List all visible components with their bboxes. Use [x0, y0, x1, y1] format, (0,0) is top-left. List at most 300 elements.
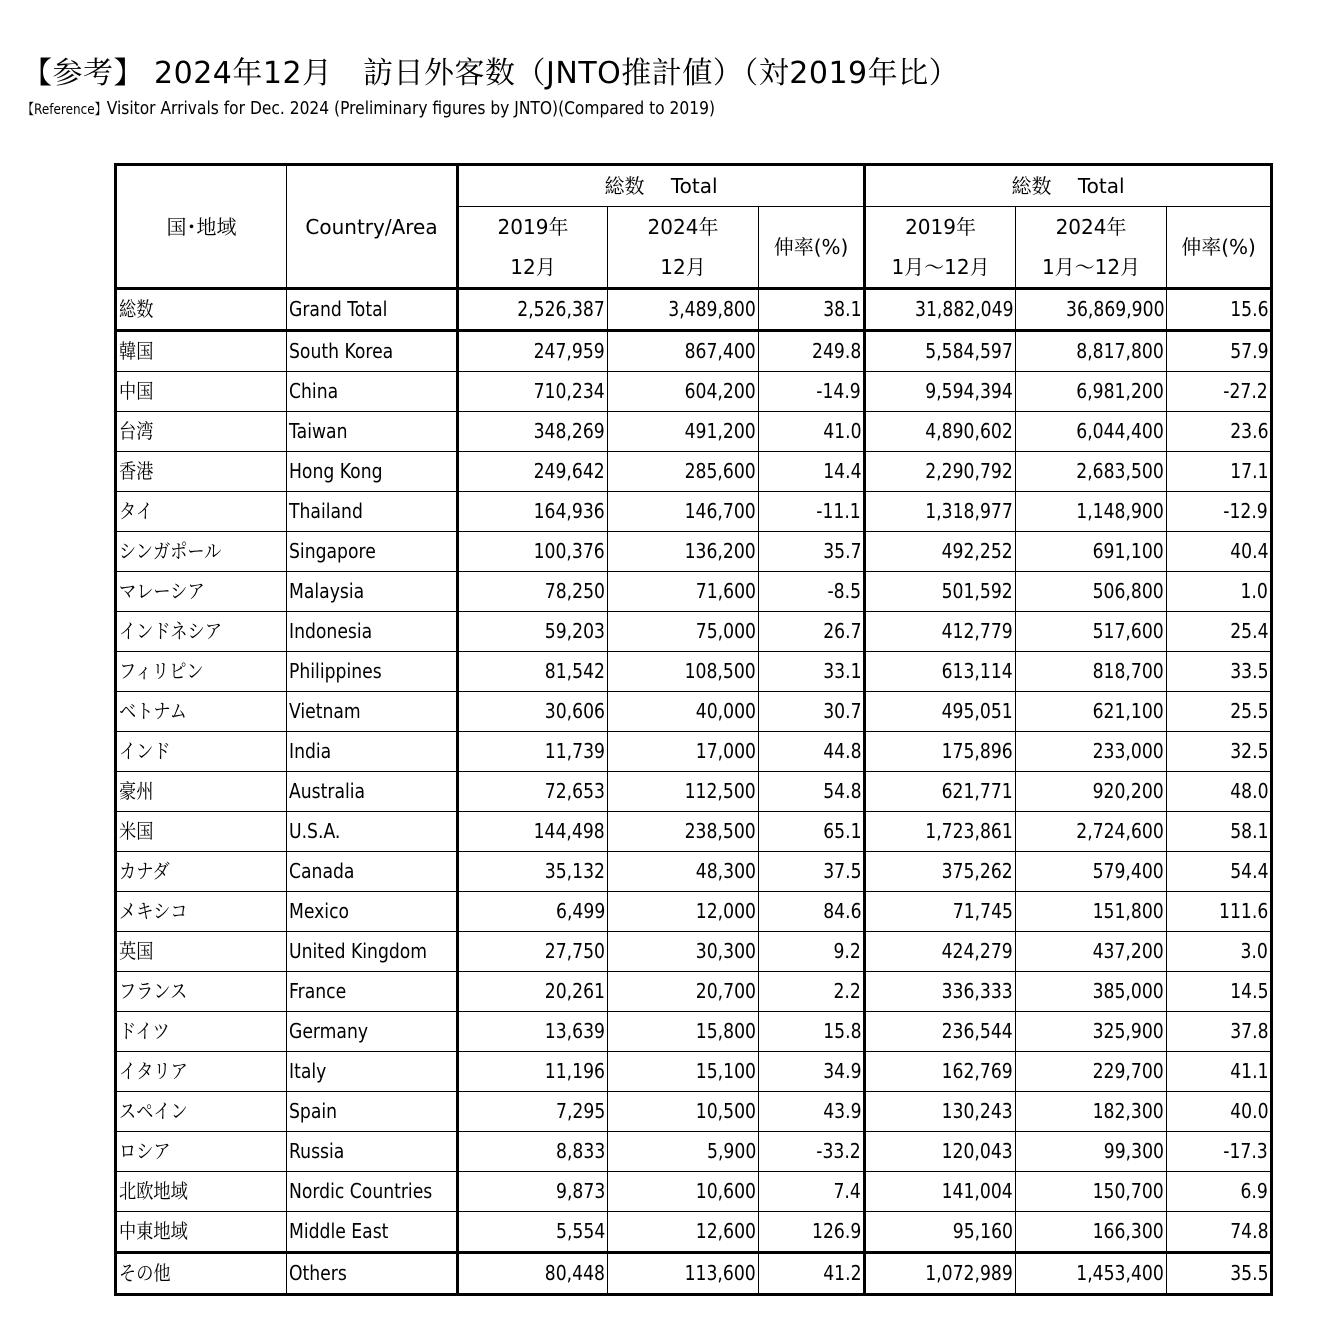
cell-region-en-text: Australia: [289, 779, 366, 803]
cell-year-2024: [1016, 612, 1167, 652]
cell-year-2019: [865, 452, 1016, 492]
cell-dec-2019-text: 78,250: [544, 579, 605, 603]
cell-dec-2024: [608, 732, 759, 772]
cell-growth-year: [1167, 932, 1272, 972]
cell-dec-2024-text: 15,100: [695, 1059, 756, 1083]
cell-dec-2024-text: 146,700: [684, 499, 756, 523]
cell-growth-year-text: 32.5: [1229, 739, 1269, 763]
cell-dec-2024: [608, 492, 759, 532]
cell-dec-2024: [608, 1052, 759, 1092]
cell-region-jp-text: 韓国: [119, 339, 154, 363]
cell-growth-year-text: 14.5: [1229, 979, 1269, 1003]
cell-dec-2019: [458, 732, 608, 772]
cell-dec-2019: [458, 1012, 608, 1052]
cell-growth-month: [759, 652, 865, 692]
cell-growth-year-text: 25.4: [1229, 619, 1269, 643]
cell-region-en: [287, 572, 458, 612]
cell-region-jp: [116, 732, 287, 772]
cell-region-jp-text: 北欧地域: [119, 1179, 188, 1203]
cell-dec-2024-text: 48,300: [695, 859, 756, 883]
table-row: [116, 572, 1272, 612]
cell-dec-2024: [608, 1172, 759, 1212]
cell-dec-2019: [458, 1052, 608, 1092]
cell-region-jp: [116, 652, 287, 692]
table-row: [116, 1212, 1272, 1253]
cell-dec-2024-text: 112,500: [684, 779, 756, 803]
cell-region-jp-text: ベトナム: [119, 699, 187, 723]
cell-region-en: [287, 1052, 458, 1092]
cell-year-2019-text: 2,290,792: [925, 459, 1014, 483]
cell-region-jp: [116, 452, 287, 492]
cell-year-2019-text: 495,051: [941, 699, 1014, 723]
cell-growth-month-text: 37.5: [822, 859, 862, 883]
cell-growth-month-text: 33.1: [822, 659, 862, 683]
table-row: [116, 972, 1272, 1012]
cell-region-jp: [116, 1253, 287, 1295]
cell-region-jp: [116, 492, 287, 532]
cell-region-en-text: Malaysia: [289, 579, 365, 603]
cell-growth-month: [759, 532, 865, 572]
cell-growth-year: [1167, 572, 1272, 612]
cell-year-2019-text: 120,043: [941, 1139, 1014, 1163]
cell-year-2024: [1016, 532, 1167, 572]
table-row: [116, 532, 1272, 572]
cell-dec-2024: [608, 692, 759, 732]
cell-growth-month-text: 14.4: [822, 459, 862, 483]
cell-year-2024: [1016, 452, 1167, 492]
cell-year-2024-text: 691,100: [1092, 539, 1165, 563]
cell-region-en: [287, 612, 458, 652]
cell-region-jp-text: 台湾: [119, 419, 154, 443]
cell-region-jp: [116, 331, 287, 372]
cell-year-2024: [1016, 852, 1167, 892]
table-row: [116, 692, 1272, 732]
cell-region-en-text: U.S.A.: [289, 819, 341, 843]
cell-dec-2024: [608, 1212, 759, 1253]
cell-growth-month-text: 38.1: [822, 297, 862, 321]
cell-growth-year-text: -17.3: [1223, 1139, 1269, 1163]
cell-year-2024: [1016, 652, 1167, 692]
cell-growth-month: [759, 1052, 865, 1092]
cell-growth-year-text: 48.0: [1229, 779, 1269, 803]
cell-dec-2019-text: 9,873: [555, 1179, 605, 1203]
cell-region-en-text: Italy: [289, 1059, 327, 1083]
cell-region-jp: [116, 1092, 287, 1132]
cell-dec-2019: [458, 572, 608, 612]
table-row: [116, 852, 1272, 892]
cell-year-2024-text: 2,683,500: [1076, 459, 1165, 483]
cell-region-jp-text: インドネシア: [119, 619, 223, 643]
cell-year-2019-text: 375,262: [941, 859, 1014, 883]
header-year-2019-year: 2019年: [905, 215, 976, 239]
header-year-2019-range: 1月～12月: [891, 255, 990, 279]
cell-dec-2019-text: 30,606: [544, 699, 605, 723]
cell-region-jp: [116, 572, 287, 612]
cell-growth-year: [1167, 492, 1272, 532]
cell-region-en: [287, 892, 458, 932]
cell-growth-month-text: 41.2: [822, 1261, 862, 1285]
cell-growth-month: [759, 1172, 865, 1212]
cell-dec-2019-text: 59,203: [544, 619, 605, 643]
cell-region-jp-text: インド: [119, 739, 171, 763]
cell-year-2024: [1016, 1253, 1167, 1295]
cell-region-en-text: Germany: [289, 1019, 369, 1043]
cell-year-2024-text: 2,724,600: [1076, 819, 1165, 843]
table-row: [116, 732, 1272, 772]
header-dec-2019: [458, 207, 608, 289]
table-row: [116, 1132, 1272, 1172]
cell-region-jp-text: 中東地域: [119, 1219, 188, 1243]
cell-year-2019-text: 175,896: [941, 739, 1014, 763]
cell-dec-2024: [608, 289, 759, 331]
cell-year-2019-text: 9,594,394: [925, 379, 1014, 403]
cell-growth-month: [759, 289, 865, 331]
cell-growth-month-text: 7.4: [833, 1179, 862, 1203]
cell-dec-2024: [608, 932, 759, 972]
cell-dec-2024-text: 867,400: [684, 339, 756, 363]
cell-growth-month: [759, 452, 865, 492]
cell-growth-year-text: 17.1: [1229, 459, 1269, 483]
cell-year-2019-text: 613,114: [941, 659, 1014, 683]
cell-dec-2024-text: 10,600: [695, 1179, 756, 1203]
cell-growth-month-text: 26.7: [822, 619, 862, 643]
cell-dec-2019: [458, 289, 608, 331]
cell-region-en: [287, 492, 458, 532]
cell-dec-2019: [458, 972, 608, 1012]
cell-growth-year: [1167, 692, 1272, 732]
cell-dec-2019: [458, 932, 608, 972]
cell-year-2024-text: 6,044,400: [1076, 419, 1165, 443]
header-growth-year: 伸率(%): [1167, 207, 1272, 289]
header-year-2019: [865, 207, 1016, 289]
cell-dec-2019: [458, 412, 608, 452]
cell-year-2019: [865, 412, 1016, 452]
subtitle-reference-tag: 【Reference】: [22, 102, 107, 118]
cell-year-2024: [1016, 1212, 1167, 1253]
header-year-2024-range: 1月～12月: [1041, 255, 1141, 279]
cell-dec-2024: [608, 572, 759, 612]
header-region-en: Country/Area: [287, 165, 458, 289]
cell-growth-month-text: 34.9: [822, 1059, 862, 1083]
cell-year-2019-text: 162,769: [941, 1059, 1014, 1083]
cell-dec-2024-text: 12,600: [695, 1219, 756, 1243]
cell-dec-2019: [458, 372, 608, 412]
cell-year-2024: [1016, 331, 1167, 372]
cell-growth-month-text: -14.9: [816, 379, 862, 403]
cell-growth-month: [759, 331, 865, 372]
cell-year-2024: [1016, 1012, 1167, 1052]
cell-year-2024-text: 325,900: [1092, 1019, 1165, 1043]
cell-region-jp: [116, 892, 287, 932]
cell-dec-2019-text: 11,196: [544, 1059, 605, 1083]
cell-region-jp: [116, 612, 287, 652]
cell-dec-2019-text: 80,448: [544, 1261, 605, 1285]
cell-dec-2024-text: 3,489,800: [668, 297, 756, 321]
cell-year-2024: [1016, 972, 1167, 1012]
cell-growth-year-text: 1.0: [1240, 579, 1269, 603]
cell-dec-2024-text: 30,300: [695, 939, 756, 963]
cell-year-2019: [865, 852, 1016, 892]
cell-region-jp-text: イタリア: [119, 1059, 188, 1083]
cell-year-2024-text: 506,800: [1092, 579, 1165, 603]
cell-region-en-text: France: [289, 979, 347, 1003]
cell-year-2019: [865, 1012, 1016, 1052]
cell-growth-year: [1167, 1132, 1272, 1172]
cell-dec-2019-text: 247,959: [533, 339, 605, 363]
cell-region-en: [287, 692, 458, 732]
cell-region-en: [287, 852, 458, 892]
cell-region-jp: [116, 289, 287, 331]
cell-growth-month: [759, 1253, 865, 1295]
cell-year-2024-text: 36,869,900: [1065, 297, 1165, 321]
cell-growth-year-text: -12.9: [1223, 499, 1269, 523]
cell-growth-year: [1167, 892, 1272, 932]
cell-region-en: [287, 972, 458, 1012]
cell-region-jp: [116, 692, 287, 732]
cell-year-2024: [1016, 572, 1167, 612]
cell-growth-year-text: 23.6: [1229, 419, 1269, 443]
cell-year-2019: [865, 652, 1016, 692]
cell-region-jp-text: フィリピン: [119, 659, 204, 683]
cell-dec-2019: [458, 1212, 608, 1253]
cell-growth-month-text: 65.1: [822, 819, 862, 843]
cell-dec-2024-text: 5,900: [706, 1139, 756, 1163]
cell-dec-2019-text: 35,132: [544, 859, 605, 883]
cell-dec-2024-text: 108,500: [684, 659, 756, 683]
cell-region-jp-text: タイ: [119, 499, 154, 523]
cell-dec-2019: [458, 852, 608, 892]
cell-year-2024: [1016, 289, 1167, 331]
cell-year-2019: [865, 532, 1016, 572]
cell-region-jp: [116, 1052, 287, 1092]
cell-dec-2019-text: 27,750: [544, 939, 605, 963]
cell-dec-2019: [458, 1172, 608, 1212]
cell-growth-year: [1167, 812, 1272, 852]
cell-growth-year: [1167, 612, 1272, 652]
cell-region-en-text: Hong Kong: [289, 459, 383, 483]
cell-year-2019: [865, 372, 1016, 412]
table-row: [116, 812, 1272, 852]
cell-growth-month-text: 35.7: [822, 539, 862, 563]
cell-region-jp-text: カナダ: [119, 859, 170, 883]
cell-dec-2019: [458, 452, 608, 492]
cell-region-en-text: Vietnam: [289, 699, 361, 723]
cell-dec-2024: [608, 452, 759, 492]
table-row: [116, 372, 1272, 412]
cell-region-en: [287, 452, 458, 492]
cell-growth-year: [1167, 452, 1272, 492]
cell-year-2019-text: 236,544: [941, 1019, 1014, 1043]
cell-year-2024-text: 99,300: [1103, 1139, 1165, 1163]
cell-dec-2024: [608, 1253, 759, 1295]
cell-dec-2024-text: 10,500: [695, 1099, 756, 1123]
cell-growth-month-text: 2.2: [833, 979, 862, 1003]
cell-growth-year: [1167, 532, 1272, 572]
header-region-jp: 国･地域: [116, 165, 287, 289]
cell-dec-2019-text: 2,526,387: [517, 297, 605, 321]
cell-year-2019-text: 5,584,597: [925, 339, 1014, 363]
cell-growth-month-text: -11.1: [816, 499, 862, 523]
cell-region-en: [287, 1012, 458, 1052]
cell-dec-2019: [458, 1092, 608, 1132]
cell-growth-month: [759, 1132, 865, 1172]
cell-dec-2019: [458, 492, 608, 532]
cell-year-2019-text: 424,279: [941, 939, 1014, 963]
cell-growth-year-text: 3.0: [1240, 939, 1269, 963]
cell-region-jp: [116, 932, 287, 972]
cell-growth-month: [759, 372, 865, 412]
cell-dec-2019-text: 81,542: [544, 659, 605, 683]
cell-growth-year: [1167, 1253, 1272, 1295]
cell-dec-2019-text: 11,739: [544, 739, 605, 763]
cell-dec-2024-text: 238,500: [684, 819, 756, 843]
cell-dec-2024: [608, 972, 759, 1012]
cell-region-en-text: Others: [289, 1261, 347, 1285]
cell-year-2019: [865, 892, 1016, 932]
cell-year-2019-text: 492,252: [941, 539, 1014, 563]
cell-dec-2019: [458, 772, 608, 812]
cell-year-2024-text: 385,000: [1092, 979, 1165, 1003]
cell-growth-month: [759, 412, 865, 452]
cell-growth-month-text: 30.7: [822, 699, 862, 723]
cell-dec-2019: [458, 892, 608, 932]
cell-dec-2019: [458, 331, 608, 372]
cell-region-en-text: Taiwan: [289, 419, 348, 443]
cell-region-en: [287, 289, 458, 331]
cell-year-2019-text: 501,592: [941, 579, 1014, 603]
cell-growth-year: [1167, 412, 1272, 452]
cell-dec-2019: [458, 1253, 608, 1295]
cell-growth-year-text: 111.6: [1218, 899, 1269, 923]
cell-growth-month: [759, 1092, 865, 1132]
cell-growth-month: [759, 692, 865, 732]
cell-region-en: [287, 812, 458, 852]
cell-year-2019: [865, 692, 1016, 732]
cell-year-2024-text: 8,817,800: [1076, 339, 1165, 363]
cell-growth-month-text: 54.8: [822, 779, 862, 803]
cell-dec-2024-text: 113,600: [684, 1261, 756, 1285]
cell-year-2024-text: 1,453,400: [1076, 1261, 1165, 1285]
cell-region-jp: [116, 812, 287, 852]
cell-region-en: [287, 532, 458, 572]
cell-year-2024: [1016, 772, 1167, 812]
cell-region-jp-text: 香港: [119, 459, 154, 483]
cell-region-jp-text: 中国: [119, 379, 154, 403]
cell-year-2024: [1016, 1052, 1167, 1092]
cell-growth-year-text: 74.8: [1229, 1219, 1269, 1243]
cell-growth-year: [1167, 972, 1272, 1012]
cell-region-en-text: Nordic Countries: [289, 1179, 433, 1203]
table-row: [116, 612, 1272, 652]
subtitle-text: Visitor Arrivals for Dec. 2024 (Preliminary figures by JNTO)(Compared to 2019): [106, 98, 715, 119]
cell-year-2019: [865, 1052, 1016, 1092]
cell-year-2024-text: 621,100: [1092, 699, 1165, 723]
cell-growth-month-text: 84.6: [822, 899, 862, 923]
cell-year-2024-text: 1,148,900: [1076, 499, 1165, 523]
cell-region-en-text: Mexico: [289, 899, 350, 923]
cell-year-2019-text: 95,160: [952, 1219, 1014, 1243]
cell-growth-month-text: -33.2: [816, 1139, 862, 1163]
cell-year-2019: [865, 1172, 1016, 1212]
cell-dec-2019-text: 144,498: [533, 819, 605, 843]
cell-year-2019: [865, 1092, 1016, 1132]
cell-dec-2019-text: 5,554: [555, 1219, 605, 1243]
cell-growth-year-text: 37.8: [1229, 1019, 1269, 1043]
cell-dec-2024-text: 71,600: [695, 579, 756, 603]
cell-dec-2024: [608, 412, 759, 452]
table-row: [116, 932, 1272, 972]
cell-year-2019: [865, 1132, 1016, 1172]
cell-dec-2024-text: 15,800: [695, 1019, 756, 1043]
cell-growth-year: [1167, 772, 1272, 812]
cell-year-2024: [1016, 1172, 1167, 1212]
cell-growth-year-text: 40.4: [1229, 539, 1269, 563]
cell-region-jp-text: 総数: [119, 297, 154, 321]
cell-year-2019-text: 31,882,049: [914, 297, 1014, 321]
page-title: 【参考】 2024年12月 訪日外客数（JNTO推計値）（対2019年比）: [22, 56, 960, 91]
cell-growth-month: [759, 812, 865, 852]
cell-dec-2024-text: 491,200: [684, 419, 756, 443]
cell-year-2019-text: 1,072,989: [925, 1261, 1014, 1285]
cell-growth-month-text: 249.8: [811, 339, 862, 363]
cell-growth-year: [1167, 852, 1272, 892]
cell-dec-2019-text: 13,639: [544, 1019, 605, 1043]
cell-dec-2024: [608, 852, 759, 892]
cell-dec-2024-text: 136,200: [684, 539, 756, 563]
cell-year-2024-text: 579,400: [1092, 859, 1165, 883]
cell-growth-year: [1167, 652, 1272, 692]
cell-dec-2019: [458, 1132, 608, 1172]
cell-year-2024: [1016, 492, 1167, 532]
cell-growth-year-text: 54.4: [1229, 859, 1269, 883]
cell-region-jp: [116, 1172, 287, 1212]
header-dec-2024: [608, 207, 759, 289]
cell-region-jp-text: 米国: [119, 819, 154, 843]
header-dec-2019-month: 12月: [510, 255, 556, 279]
cell-region-jp: [116, 532, 287, 572]
cell-dec-2024: [608, 532, 759, 572]
page-subtitle: [22, 98, 715, 119]
cell-dec-2019-text: 100,376: [533, 539, 605, 563]
cell-year-2019: [865, 492, 1016, 532]
cell-dec-2019: [458, 812, 608, 852]
table-row: [116, 892, 1272, 932]
cell-region-en: [287, 331, 458, 372]
cell-year-2019: [865, 331, 1016, 372]
cell-region-jp-text: ドイツ: [119, 1019, 170, 1043]
cell-year-2024-text: 229,700: [1092, 1059, 1165, 1083]
cell-year-2019-text: 130,243: [941, 1099, 1014, 1123]
cell-growth-year: [1167, 289, 1272, 331]
cell-year-2019-text: 71,745: [952, 899, 1014, 923]
cell-year-2019: [865, 732, 1016, 772]
header-year-2024: [1016, 207, 1167, 289]
cell-region-en: [287, 1172, 458, 1212]
cell-dec-2024: [608, 1092, 759, 1132]
table-row: [116, 412, 1272, 452]
cell-dec-2024-text: 20,700: [695, 979, 756, 1003]
cell-growth-month: [759, 932, 865, 972]
cell-dec-2019-text: 72,653: [544, 779, 605, 803]
cell-region-jp: [116, 1132, 287, 1172]
cell-dec-2024: [608, 612, 759, 652]
cell-growth-month: [759, 612, 865, 652]
cell-region-en-text: Middle East: [289, 1219, 389, 1243]
cell-growth-year: [1167, 1092, 1272, 1132]
cell-year-2024-text: 182,300: [1092, 1099, 1165, 1123]
cell-year-2024: [1016, 732, 1167, 772]
cell-dec-2024: [608, 1132, 759, 1172]
